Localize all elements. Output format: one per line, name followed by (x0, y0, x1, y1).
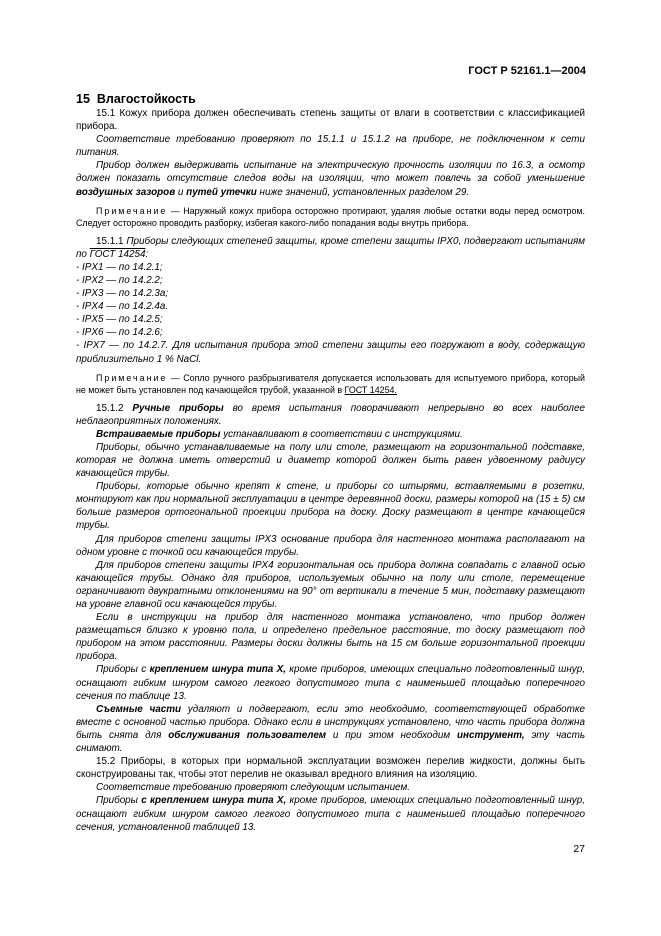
list-item: - IPX7 — по 14.2.7. Для испытания прибора этой степени защиты его погружают в воду, содержащую приблизительно 1 % NaCl. (76, 340, 585, 365)
note-1: Примечание — Наружный кожух прибора осторожно протирают, удаляя любые остатки воды перед осмотром. Следует осторожно проводить разборку, избегая какого-либо попадания воды внутрь прибора. (76, 205, 585, 228)
note-2: Примечание — Сопло ручного разбрызгивателя допускается использовать для испытуемого прибора, который не может быть установлен под качающейся трубой, указанной в ГОСТ 14254. (76, 372, 585, 395)
clause-15-1-2-floor: Приборы, обычно устанавливаемые на полу или столе, размещают на горизонтальной подставке, которая не должна иметь отверстий и диаметр которой должен быть равен удвоенному радиусу качающейся трубы. (76, 441, 585, 480)
clause-15-1-2-removable: Съемные части удаляют и подвергают, если это необходимо, соответствующей обработке вместе с основной частью прибора. Однако если в инструкциях установлено, что часть прибора должна быть снята для обслуживания пользователем и при этом необходим инструмент, эту часть снимают. (76, 703, 586, 755)
list-item: - IPX3 — по 14.2.3а; (76, 288, 169, 300)
ip-rating-list (76, 261, 585, 366)
note-label: Примечание (96, 205, 168, 216)
section-title (76, 92, 585, 107)
term-clearances: воздушных зазоров (76, 186, 176, 198)
page-content (76, 92, 585, 834)
list-item: - IPX4 — по 14.2.4а. (76, 301, 169, 313)
clause-15-1-2-ipx4: Для приборов степени защиты IPX4 горизонтальная ось прибора должна совпадать с главной осью качающейся трубы. Однако для приборов, используемых обычно на полу или столе, перемещение ограничивают двукратными отклонениями на 90° от вертикали в течение 5 мин, подставку размещают на уровне главной оси качающейся трубы. (76, 559, 585, 610)
clause-15-1-compliance: Соответствие требованию проверяют по 15.1.1 и 15.1.2 на приборе, не подключенном к сети питания. (76, 134, 585, 159)
clause-15-1-2-builtin: Встраиваемые приборы устанавливают в соответствии с инструкциями. (96, 428, 463, 440)
clause-15-2: 15.2 Приборы, в которых при нормальной эксплуатации возможен перелив жидкости, должны быть сконструированы так, чтобы этот перелив не оказывал вредного влияния на изоляцию. (76, 756, 585, 781)
clause-15-1-2-cord: Приборы с креплением шнура типа X, кроме приборов, имеющих специально подготовленный шнур, оснащают гибким шнуром самого легкого допустимого типа с наименьшей площадью поперечного сечения по таблице 13. (76, 664, 585, 702)
clause-15-2-cord: Приборы с креплением шнура типа X, кроме приборов, имеющих специально подготовленный шнур, оснащают гибким шнуром самого легкого допустимого типа с наименьшей площадью поперечного сечения, установленной таблицей 13. (76, 795, 585, 833)
clause-15-1-2: 15.1.2 Ручные приборы во время испытания поворачивают непрерывно во всех наиболее неблагоприятных положениях. (76, 402, 585, 427)
gost-14254-link[interactable]: ГОСТ 14254 (89, 248, 146, 260)
section-number: 15 (76, 92, 90, 106)
page-header-standard: ГОСТ Р 52161.1—2004 (468, 65, 586, 77)
list-item: - IPX5 — по 14.2.5; (76, 314, 163, 326)
section-title-text: Влагостойкость (96, 92, 196, 106)
clause-15-1-intro: 15.1 Кожух прибора должен обеспечивать степень защиты от влаги в соответствии с классификацией прибора. (76, 108, 585, 133)
list-item: - IPX1 — по 14.2.1; (76, 261, 163, 273)
page-number: 27 (573, 843, 585, 855)
clause-15-1-2-ipx3: Для приборов степени защиты IPX3 основание прибора для настенного монтажа располагают на одном уровне с точкой оси качающейся трубы. (76, 533, 585, 558)
clause-15-1-test: Прибор должен выдерживать испытание на электрическую прочность изоляции по 16.3, а осмотр должен показать отсутствие следов воды на изоляции, что может повлечь за собой уменьшение воздушных зазоров и путей утечки ниже значений, установленных разделом 29. (76, 160, 585, 198)
list-item: - IPX6 — по 14.2.6; (76, 327, 163, 339)
term-creepage: путей утечки (186, 186, 257, 198)
clause-15-2-compliance: Соответствие требованию проверяют следующим испытанием. (96, 782, 410, 794)
gost-14254-link[interactable]: ГОСТ 14254. (344, 384, 397, 395)
clause-15-1-2-wall-floor: Если в инструкции на прибор для настенного монтажа установлено, что прибор должен размещаться близко к уровню пола, и определено предельное расстояние, то доску размещают под прибором на этом расстоянии. Размеры доски должны быть на 15 см больше горизонтальной проекции прибора. (76, 612, 585, 663)
clause-15-1-2-wall: Приборы, которые обычно крепят к стене, и приборы со штырями, вставляемыми в розетки, монтируют как при нормальной эксплуатации в центре деревянной доски, размеры которой на (15 ± 5) см больше размеров ортогональной проекции прибора на доску. Доску размещают в центре качающейся трубы. (76, 481, 585, 532)
note-label: Примечание (96, 372, 168, 383)
clause-15-1-1: 15.1.1 Приборы следующих степеней защиты, кроме степени защиты IPX0, подвергают испытаниям по ГОСТ 14254: (76, 235, 585, 260)
list-item: - IPX2 — по 14.2.2; (76, 274, 163, 286)
